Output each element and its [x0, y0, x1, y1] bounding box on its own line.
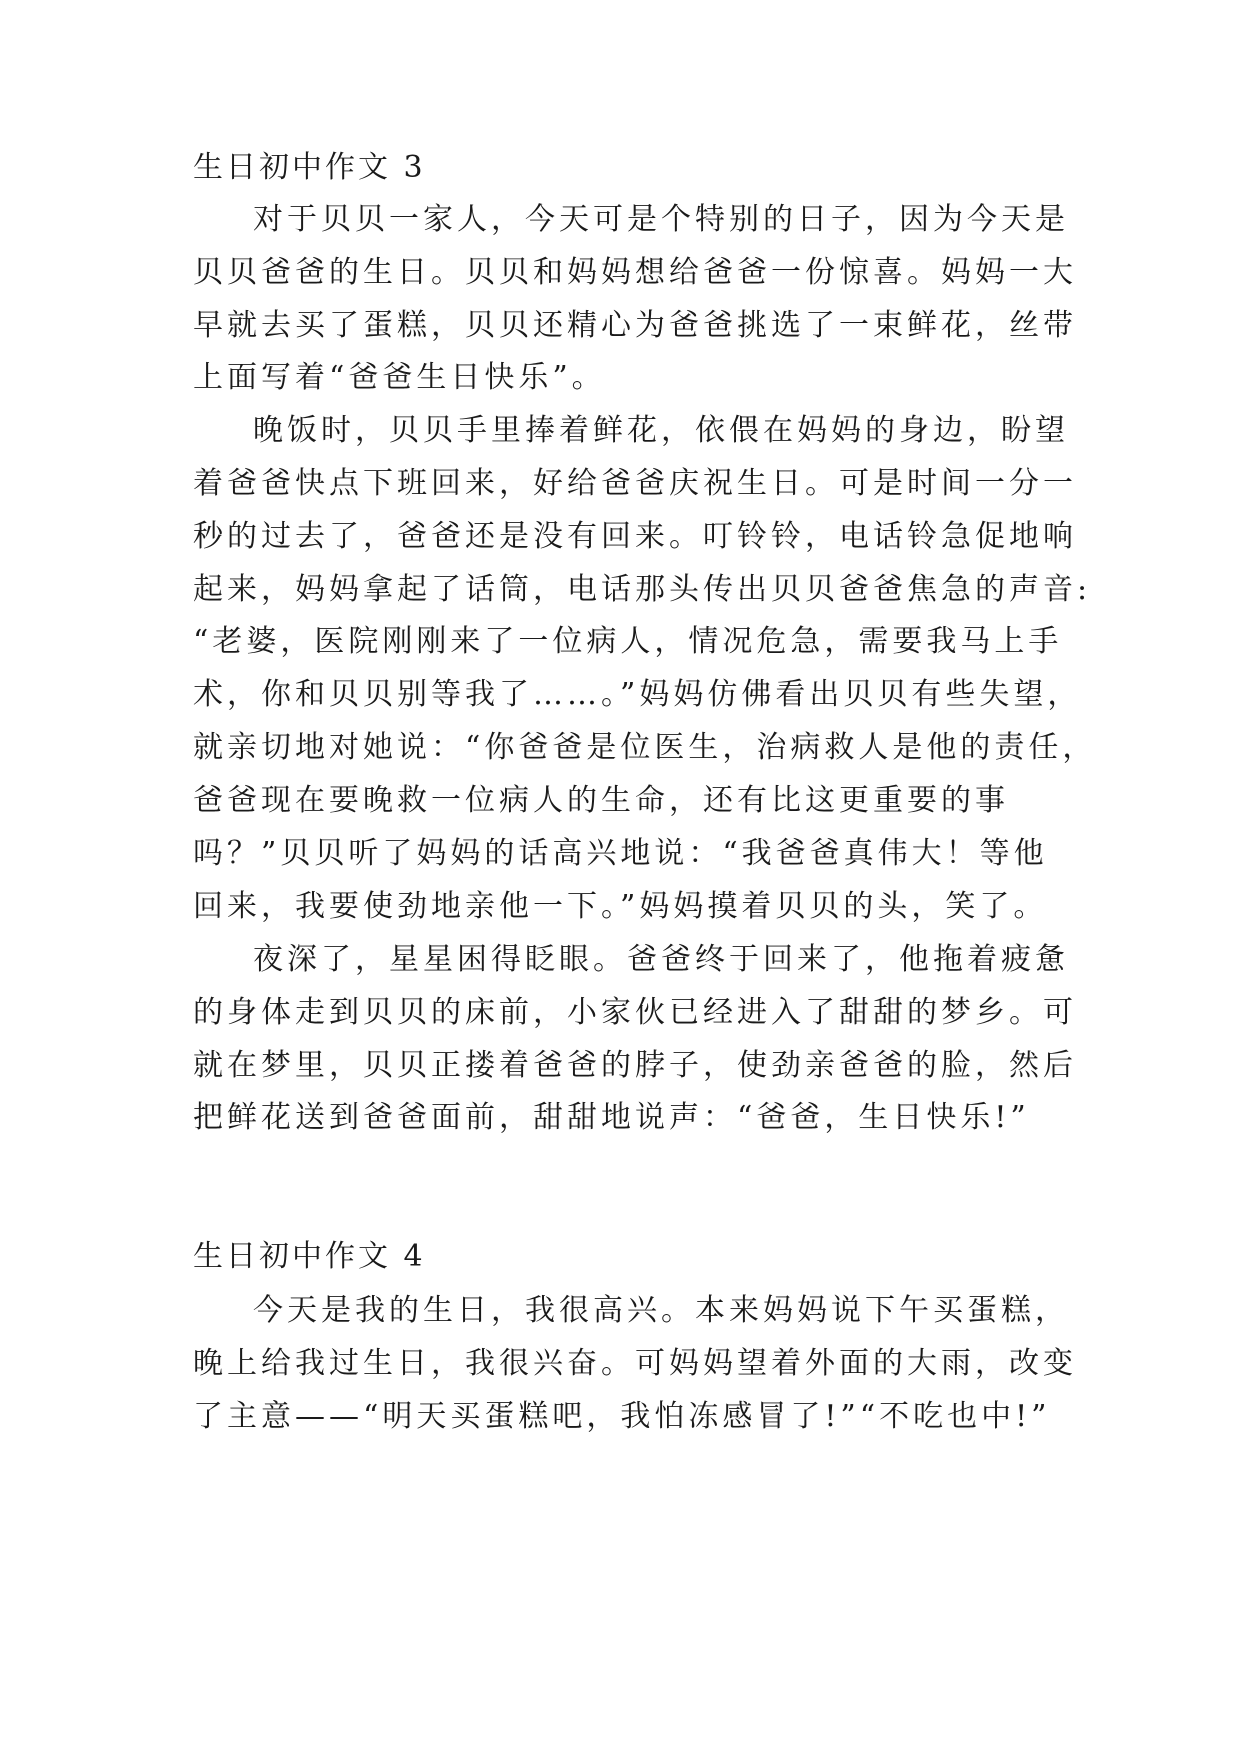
paragraph-line: 秒的过去了，爸爸还是没有回来。叮铃铃，电话铃急促地响	[193, 519, 1077, 554]
paragraph-line: “老婆，医院刚刚来了一位病人，情况危急，需要我马上手	[193, 624, 1063, 659]
section-heading: 生日初中作文 4	[193, 1239, 426, 1274]
paragraph-line: 今天是我的生日，我很高兴。本来妈妈说下午买蛋糕，	[253, 1293, 1069, 1328]
paragraph-line: 把鲜花送到爸爸面前，甜甜地说声：“爸爸，生日快乐!”	[193, 1100, 1030, 1135]
paragraph-line: 了主意——“明天买蛋糕吧，我怕冻感冒了!”“不吃也中!”	[193, 1399, 1051, 1434]
paragraph-line: 爸爸现在要晚救一位病人的生命，还有比这更重要的事	[193, 783, 1009, 818]
paragraph-line: 晚饭时，贝贝手里捧着鲜花，依偎在妈妈的身边，盼望	[253, 413, 1069, 448]
section-heading: 生日初中作文 3	[193, 150, 426, 185]
paragraph-line: 晚上给我过生日，我很兴奋。可妈妈望着外面的大雨，改变	[193, 1346, 1077, 1381]
paragraph-line: 的身体走到贝贝的床前，小家伙已经进入了甜甜的梦乡。可	[193, 995, 1077, 1030]
paragraph-line: 对于贝贝一家人，今天可是个特别的日子，因为今天是	[253, 202, 1069, 237]
paragraph-line: 上面写着“爸爸生日快乐”。	[193, 360, 606, 395]
paragraph-line: 回来，我要使劲地亲他一下。”妈妈摸着贝贝的头，笑了。	[193, 889, 1048, 924]
paragraph-line: 早就去买了蛋糕，贝贝还精心为爸爸挑选了一束鲜花，丝带	[193, 308, 1077, 343]
paragraph-line: 夜深了，星星困得眨眼。爸爸终于回来了，他拖着疲惫	[253, 942, 1069, 977]
paragraph-line: 贝贝爸爸的生日。贝贝和妈妈想给爸爸一份惊喜。妈妈一大	[193, 255, 1077, 290]
paragraph-line: 就亲切地对她说：“你爸爸是位医生，治病救人是他的责任，	[193, 730, 1097, 765]
paragraph-line: 着爸爸快点下班回来，好给爸爸庆祝生日。可是时间一分一	[193, 466, 1077, 501]
paragraph-line: 就在梦里，贝贝正搂着爸爸的脖子，使劲亲爸爸的脸，然后	[193, 1048, 1077, 1083]
paragraph-line: 起来，妈妈拿起了话筒，电话那头传出贝贝爸爸焦急的声音:	[193, 572, 1092, 607]
paragraph-line: 吗？”贝贝听了妈妈的话高兴地说：“我爸爸真伟大！等他	[193, 836, 1048, 871]
paragraph-line: 术，你和贝贝别等我了……。”妈妈仿佛看出贝贝有些失望，	[193, 677, 1082, 712]
